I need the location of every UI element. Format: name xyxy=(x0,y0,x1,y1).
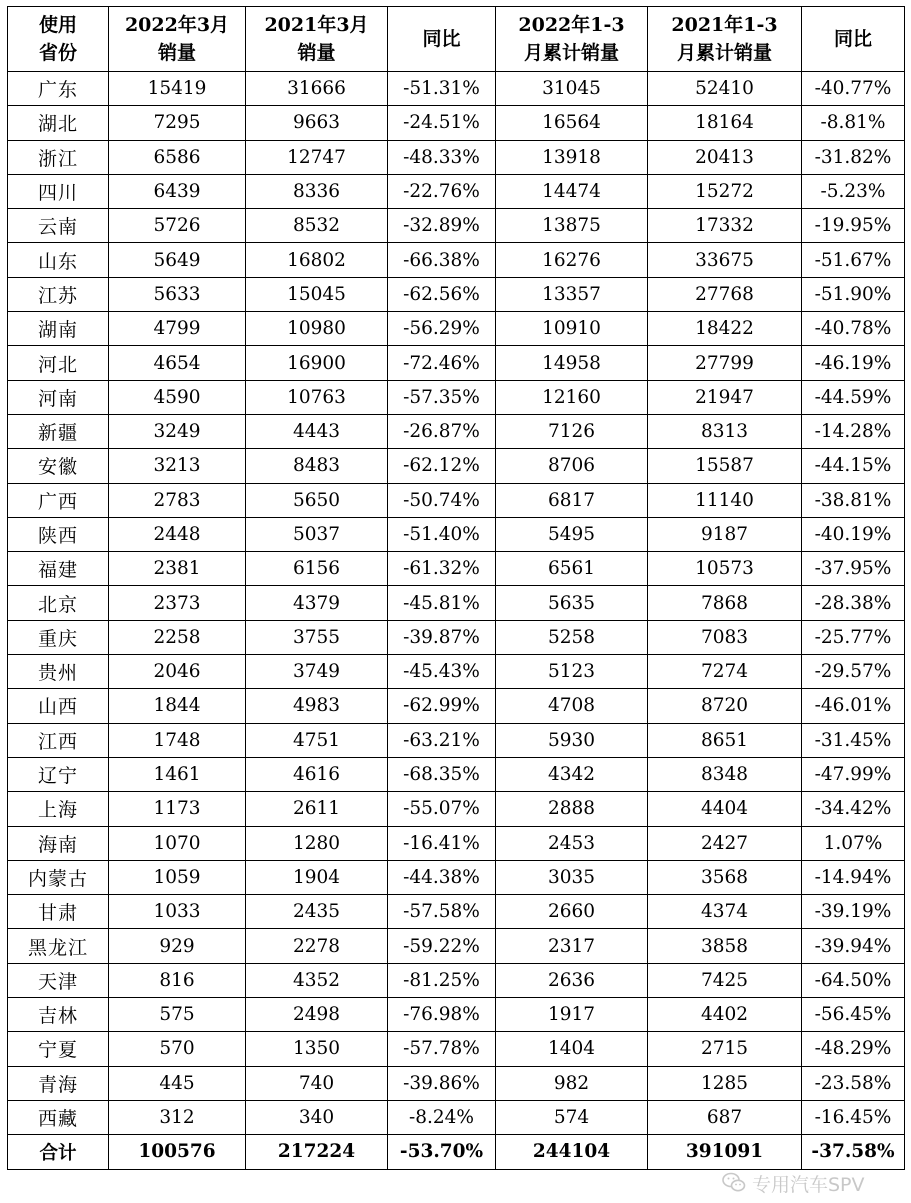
value-cell: 31666 xyxy=(246,72,388,106)
value-cell: 9187 xyxy=(648,517,802,551)
header-row xyxy=(8,7,905,72)
table-row xyxy=(8,243,905,277)
value-cell: 2636 xyxy=(496,963,648,997)
value-cell: -38.81% xyxy=(802,483,905,517)
value-cell: 4379 xyxy=(246,586,388,620)
value-cell: -57.35% xyxy=(388,380,496,414)
value-cell: 16900 xyxy=(246,346,388,380)
table-row xyxy=(8,998,905,1032)
value-cell: -66.38% xyxy=(388,243,496,277)
table-row xyxy=(8,517,905,551)
value-cell: -22.76% xyxy=(388,174,496,208)
value-cell: -16.41% xyxy=(388,826,496,860)
value-cell: -64.50% xyxy=(802,963,905,997)
province-cell: 西藏 xyxy=(8,1100,109,1134)
value-cell: -8.81% xyxy=(802,106,905,140)
value-cell: 5930 xyxy=(496,723,648,757)
value-cell: 3035 xyxy=(496,860,648,894)
value-cell: -51.40% xyxy=(388,517,496,551)
value-cell: -5.23% xyxy=(802,174,905,208)
value-cell: 4751 xyxy=(246,723,388,757)
value-cell: 3249 xyxy=(109,414,246,448)
value-cell: 7295 xyxy=(109,106,246,140)
value-cell: -31.45% xyxy=(802,723,905,757)
province-cell: 甘肃 xyxy=(8,895,109,929)
table-body xyxy=(8,72,905,1135)
province-cell: 山西 xyxy=(8,689,109,723)
value-cell: 13875 xyxy=(496,209,648,243)
table-row xyxy=(8,723,905,757)
value-cell: -63.21% xyxy=(388,723,496,757)
province-cell: 上海 xyxy=(8,792,109,826)
total-value: 391091 xyxy=(648,1135,802,1170)
table-row xyxy=(8,963,905,997)
table-row xyxy=(8,72,905,106)
table-row xyxy=(8,483,905,517)
value-cell: 6439 xyxy=(109,174,246,208)
value-cell: 3858 xyxy=(648,929,802,963)
value-cell: -40.77% xyxy=(802,72,905,106)
value-cell: 1033 xyxy=(109,895,246,929)
value-cell: -48.33% xyxy=(388,140,496,174)
province-cell: 广西 xyxy=(8,483,109,517)
value-cell: -28.38% xyxy=(802,586,905,620)
table-row xyxy=(8,1066,905,1100)
province-cell: 河南 xyxy=(8,380,109,414)
table-row xyxy=(8,1100,905,1134)
value-cell: 18164 xyxy=(648,106,802,140)
value-cell: 4404 xyxy=(648,792,802,826)
value-cell: -26.87% xyxy=(388,414,496,448)
value-cell: 8720 xyxy=(648,689,802,723)
table-row xyxy=(8,106,905,140)
value-cell: -37.95% xyxy=(802,552,905,586)
value-cell: 1.07% xyxy=(802,826,905,860)
total-label: 合计 xyxy=(8,1135,109,1170)
value-cell: -39.94% xyxy=(802,929,905,963)
value-cell: 2888 xyxy=(496,792,648,826)
province-cell: 天津 xyxy=(8,963,109,997)
table-row xyxy=(8,414,905,448)
value-cell: 12160 xyxy=(496,380,648,414)
wechat-icon xyxy=(722,1172,746,1194)
value-cell: 33675 xyxy=(648,243,802,277)
value-cell: 2373 xyxy=(109,586,246,620)
value-cell: 8706 xyxy=(496,449,648,483)
total-value: -37.58% xyxy=(802,1135,905,1170)
value-cell: -40.19% xyxy=(802,517,905,551)
value-cell: 7274 xyxy=(648,655,802,689)
table-footer xyxy=(8,1135,905,1170)
value-cell: 2498 xyxy=(246,998,388,1032)
value-cell: 1070 xyxy=(109,826,246,860)
value-cell: 7126 xyxy=(496,414,648,448)
table-row xyxy=(8,826,905,860)
value-cell: -31.82% xyxy=(802,140,905,174)
province-cell: 江苏 xyxy=(8,277,109,311)
value-cell: 20413 xyxy=(648,140,802,174)
table-header xyxy=(8,7,905,72)
column-header-6: 同比 xyxy=(802,7,905,72)
column-header-5: 2021年1-3 月累计销量 xyxy=(648,7,802,72)
column-header-4: 2022年1-3 月累计销量 xyxy=(496,7,648,72)
value-cell: -55.07% xyxy=(388,792,496,826)
value-cell: 1748 xyxy=(109,723,246,757)
value-cell: 15419 xyxy=(109,72,246,106)
value-cell: -25.77% xyxy=(802,620,905,654)
value-cell: 11140 xyxy=(648,483,802,517)
value-cell: 4708 xyxy=(496,689,648,723)
value-cell: -34.42% xyxy=(802,792,905,826)
value-cell: 4352 xyxy=(246,963,388,997)
value-cell: -44.15% xyxy=(802,449,905,483)
value-cell: -14.94% xyxy=(802,860,905,894)
value-cell: 3568 xyxy=(648,860,802,894)
value-cell: 2381 xyxy=(109,552,246,586)
value-cell: -51.31% xyxy=(388,72,496,106)
province-cell: 福建 xyxy=(8,552,109,586)
value-cell: 4590 xyxy=(109,380,246,414)
value-cell: 10573 xyxy=(648,552,802,586)
value-cell: -56.45% xyxy=(802,998,905,1032)
value-cell: -61.32% xyxy=(388,552,496,586)
province-cell: 新疆 xyxy=(8,414,109,448)
value-cell: 4654 xyxy=(109,346,246,380)
value-cell: 5123 xyxy=(496,655,648,689)
value-cell: -44.59% xyxy=(802,380,905,414)
value-cell: 16802 xyxy=(246,243,388,277)
value-cell: 5037 xyxy=(246,517,388,551)
province-cell: 山东 xyxy=(8,243,109,277)
province-cell: 江西 xyxy=(8,723,109,757)
value-cell: -16.45% xyxy=(802,1100,905,1134)
province-cell: 湖北 xyxy=(8,106,109,140)
value-cell: 4443 xyxy=(246,414,388,448)
value-cell: 15272 xyxy=(648,174,802,208)
value-cell: 2278 xyxy=(246,929,388,963)
table-row xyxy=(8,655,905,689)
value-cell: 2611 xyxy=(246,792,388,826)
value-cell: -81.25% xyxy=(388,963,496,997)
value-cell: -19.95% xyxy=(802,209,905,243)
value-cell: 2448 xyxy=(109,517,246,551)
value-cell: 2715 xyxy=(648,1032,802,1066)
value-cell: 2783 xyxy=(109,483,246,517)
table-row xyxy=(8,895,905,929)
value-cell: -29.57% xyxy=(802,655,905,689)
watermark xyxy=(722,1168,865,1198)
value-cell: 8313 xyxy=(648,414,802,448)
table-row xyxy=(8,346,905,380)
value-cell: 5258 xyxy=(496,620,648,654)
value-cell: 4402 xyxy=(648,998,802,1032)
total-value: 244104 xyxy=(496,1135,648,1170)
value-cell: 1904 xyxy=(246,860,388,894)
value-cell: 7425 xyxy=(648,963,802,997)
value-cell: 10980 xyxy=(246,312,388,346)
table-row xyxy=(8,860,905,894)
province-cell: 黑龙江 xyxy=(8,929,109,963)
value-cell: 8348 xyxy=(648,757,802,791)
value-cell: 4616 xyxy=(246,757,388,791)
column-header-3: 同比 xyxy=(388,7,496,72)
table-row xyxy=(8,552,905,586)
value-cell: -32.89% xyxy=(388,209,496,243)
value-cell: 1404 xyxy=(496,1032,648,1066)
value-cell: -8.24% xyxy=(388,1100,496,1134)
value-cell: 13357 xyxy=(496,277,648,311)
value-cell: 13918 xyxy=(496,140,648,174)
province-cell: 四川 xyxy=(8,174,109,208)
value-cell: -72.46% xyxy=(388,346,496,380)
table-row xyxy=(8,689,905,723)
table-row xyxy=(8,380,905,414)
table-row xyxy=(8,277,905,311)
value-cell: 5495 xyxy=(496,517,648,551)
sales-table xyxy=(7,6,905,1170)
value-cell: 7868 xyxy=(648,586,802,620)
table-row xyxy=(8,209,905,243)
column-header-1: 2022年3月 销量 xyxy=(109,7,246,72)
value-cell: 2046 xyxy=(109,655,246,689)
value-cell: 21947 xyxy=(648,380,802,414)
value-cell: 6156 xyxy=(246,552,388,586)
value-cell: 15587 xyxy=(648,449,802,483)
value-cell: 5726 xyxy=(109,209,246,243)
province-cell: 河北 xyxy=(8,346,109,380)
value-cell: 4342 xyxy=(496,757,648,791)
value-cell: 10910 xyxy=(496,312,648,346)
value-cell: 2660 xyxy=(496,895,648,929)
value-cell: -51.90% xyxy=(802,277,905,311)
table-row xyxy=(8,140,905,174)
province-cell: 重庆 xyxy=(8,620,109,654)
value-cell: 12747 xyxy=(246,140,388,174)
value-cell: 52410 xyxy=(648,72,802,106)
value-cell: 18422 xyxy=(648,312,802,346)
value-cell: 6817 xyxy=(496,483,648,517)
province-cell: 海南 xyxy=(8,826,109,860)
value-cell: 1280 xyxy=(246,826,388,860)
value-cell: 2317 xyxy=(496,929,648,963)
value-cell: 15045 xyxy=(246,277,388,311)
value-cell: 1844 xyxy=(109,689,246,723)
value-cell: -48.29% xyxy=(802,1032,905,1066)
province-cell: 吉林 xyxy=(8,998,109,1032)
province-cell: 北京 xyxy=(8,586,109,620)
province-cell: 浙江 xyxy=(8,140,109,174)
value-cell: -62.12% xyxy=(388,449,496,483)
value-cell: 5633 xyxy=(109,277,246,311)
value-cell: 687 xyxy=(648,1100,802,1134)
value-cell: 16276 xyxy=(496,243,648,277)
value-cell: 31045 xyxy=(496,72,648,106)
value-cell: 2453 xyxy=(496,826,648,860)
value-cell: -56.29% xyxy=(388,312,496,346)
value-cell: -39.87% xyxy=(388,620,496,654)
value-cell: 2427 xyxy=(648,826,802,860)
value-cell: 1917 xyxy=(496,998,648,1032)
table-row xyxy=(8,1032,905,1066)
value-cell: -39.19% xyxy=(802,895,905,929)
value-cell: -44.38% xyxy=(388,860,496,894)
value-cell: 8336 xyxy=(246,174,388,208)
table-row xyxy=(8,174,905,208)
value-cell: 14474 xyxy=(496,174,648,208)
province-cell: 陕西 xyxy=(8,517,109,551)
value-cell: 6586 xyxy=(109,140,246,174)
value-cell: -51.67% xyxy=(802,243,905,277)
value-cell: -14.28% xyxy=(802,414,905,448)
value-cell: 1173 xyxy=(109,792,246,826)
value-cell: 8651 xyxy=(648,723,802,757)
province-cell: 湖南 xyxy=(8,312,109,346)
value-cell: -23.58% xyxy=(802,1066,905,1100)
total-value: 100576 xyxy=(109,1135,246,1170)
value-cell: 1285 xyxy=(648,1066,802,1100)
value-cell: 570 xyxy=(109,1032,246,1066)
value-cell: -45.43% xyxy=(388,655,496,689)
value-cell: -47.99% xyxy=(802,757,905,791)
value-cell: 8483 xyxy=(246,449,388,483)
value-cell: 1461 xyxy=(109,757,246,791)
column-header-0: 使用 省份 xyxy=(8,7,109,72)
value-cell: 14958 xyxy=(496,346,648,380)
value-cell: -46.01% xyxy=(802,689,905,723)
value-cell: 445 xyxy=(109,1066,246,1100)
province-cell: 青海 xyxy=(8,1066,109,1100)
value-cell: 9663 xyxy=(246,106,388,140)
value-cell: -40.78% xyxy=(802,312,905,346)
value-cell: 5635 xyxy=(496,586,648,620)
table-row xyxy=(8,929,905,963)
value-cell: 2435 xyxy=(246,895,388,929)
province-cell: 辽宁 xyxy=(8,757,109,791)
value-cell: -76.98% xyxy=(388,998,496,1032)
table-row xyxy=(8,757,905,791)
table-row xyxy=(8,312,905,346)
value-cell: 312 xyxy=(109,1100,246,1134)
value-cell: 27768 xyxy=(648,277,802,311)
value-cell: 10763 xyxy=(246,380,388,414)
value-cell: 3755 xyxy=(246,620,388,654)
value-cell: 6561 xyxy=(496,552,648,586)
value-cell: 7083 xyxy=(648,620,802,654)
value-cell: 27799 xyxy=(648,346,802,380)
value-cell: -68.35% xyxy=(388,757,496,791)
value-cell: -50.74% xyxy=(388,483,496,517)
value-cell: 929 xyxy=(109,929,246,963)
value-cell: 982 xyxy=(496,1066,648,1100)
value-cell: -24.51% xyxy=(388,106,496,140)
total-row xyxy=(8,1135,905,1170)
value-cell: 340 xyxy=(246,1100,388,1134)
province-cell: 广东 xyxy=(8,72,109,106)
value-cell: 4983 xyxy=(246,689,388,723)
value-cell: -57.58% xyxy=(388,895,496,929)
column-header-2: 2021年3月 销量 xyxy=(246,7,388,72)
value-cell: 4799 xyxy=(109,312,246,346)
value-cell: 740 xyxy=(246,1066,388,1100)
value-cell: -59.22% xyxy=(388,929,496,963)
total-value: 217224 xyxy=(246,1135,388,1170)
value-cell: 1059 xyxy=(109,860,246,894)
table-row xyxy=(8,792,905,826)
total-value: -53.70% xyxy=(388,1135,496,1170)
value-cell: 17332 xyxy=(648,209,802,243)
province-cell: 内蒙古 xyxy=(8,860,109,894)
value-cell: 575 xyxy=(109,998,246,1032)
value-cell: 16564 xyxy=(496,106,648,140)
value-cell: 8532 xyxy=(246,209,388,243)
value-cell: 3749 xyxy=(246,655,388,689)
value-cell: -39.86% xyxy=(388,1066,496,1100)
value-cell: -45.81% xyxy=(388,586,496,620)
table-row xyxy=(8,449,905,483)
value-cell: -57.78% xyxy=(388,1032,496,1066)
province-cell: 云南 xyxy=(8,209,109,243)
table-row xyxy=(8,586,905,620)
table-row xyxy=(8,620,905,654)
watermark-text: 专用汽车SPV xyxy=(752,1173,865,1196)
province-cell: 安徽 xyxy=(8,449,109,483)
value-cell: 5649 xyxy=(109,243,246,277)
value-cell: 4374 xyxy=(648,895,802,929)
value-cell: -62.99% xyxy=(388,689,496,723)
value-cell: 5650 xyxy=(246,483,388,517)
province-cell: 宁夏 xyxy=(8,1032,109,1066)
value-cell: 2258 xyxy=(109,620,246,654)
value-cell: 574 xyxy=(496,1100,648,1134)
province-cell: 贵州 xyxy=(8,655,109,689)
value-cell: 816 xyxy=(109,963,246,997)
value-cell: 3213 xyxy=(109,449,246,483)
value-cell: -46.19% xyxy=(802,346,905,380)
value-cell: 1350 xyxy=(246,1032,388,1066)
value-cell: -62.56% xyxy=(388,277,496,311)
